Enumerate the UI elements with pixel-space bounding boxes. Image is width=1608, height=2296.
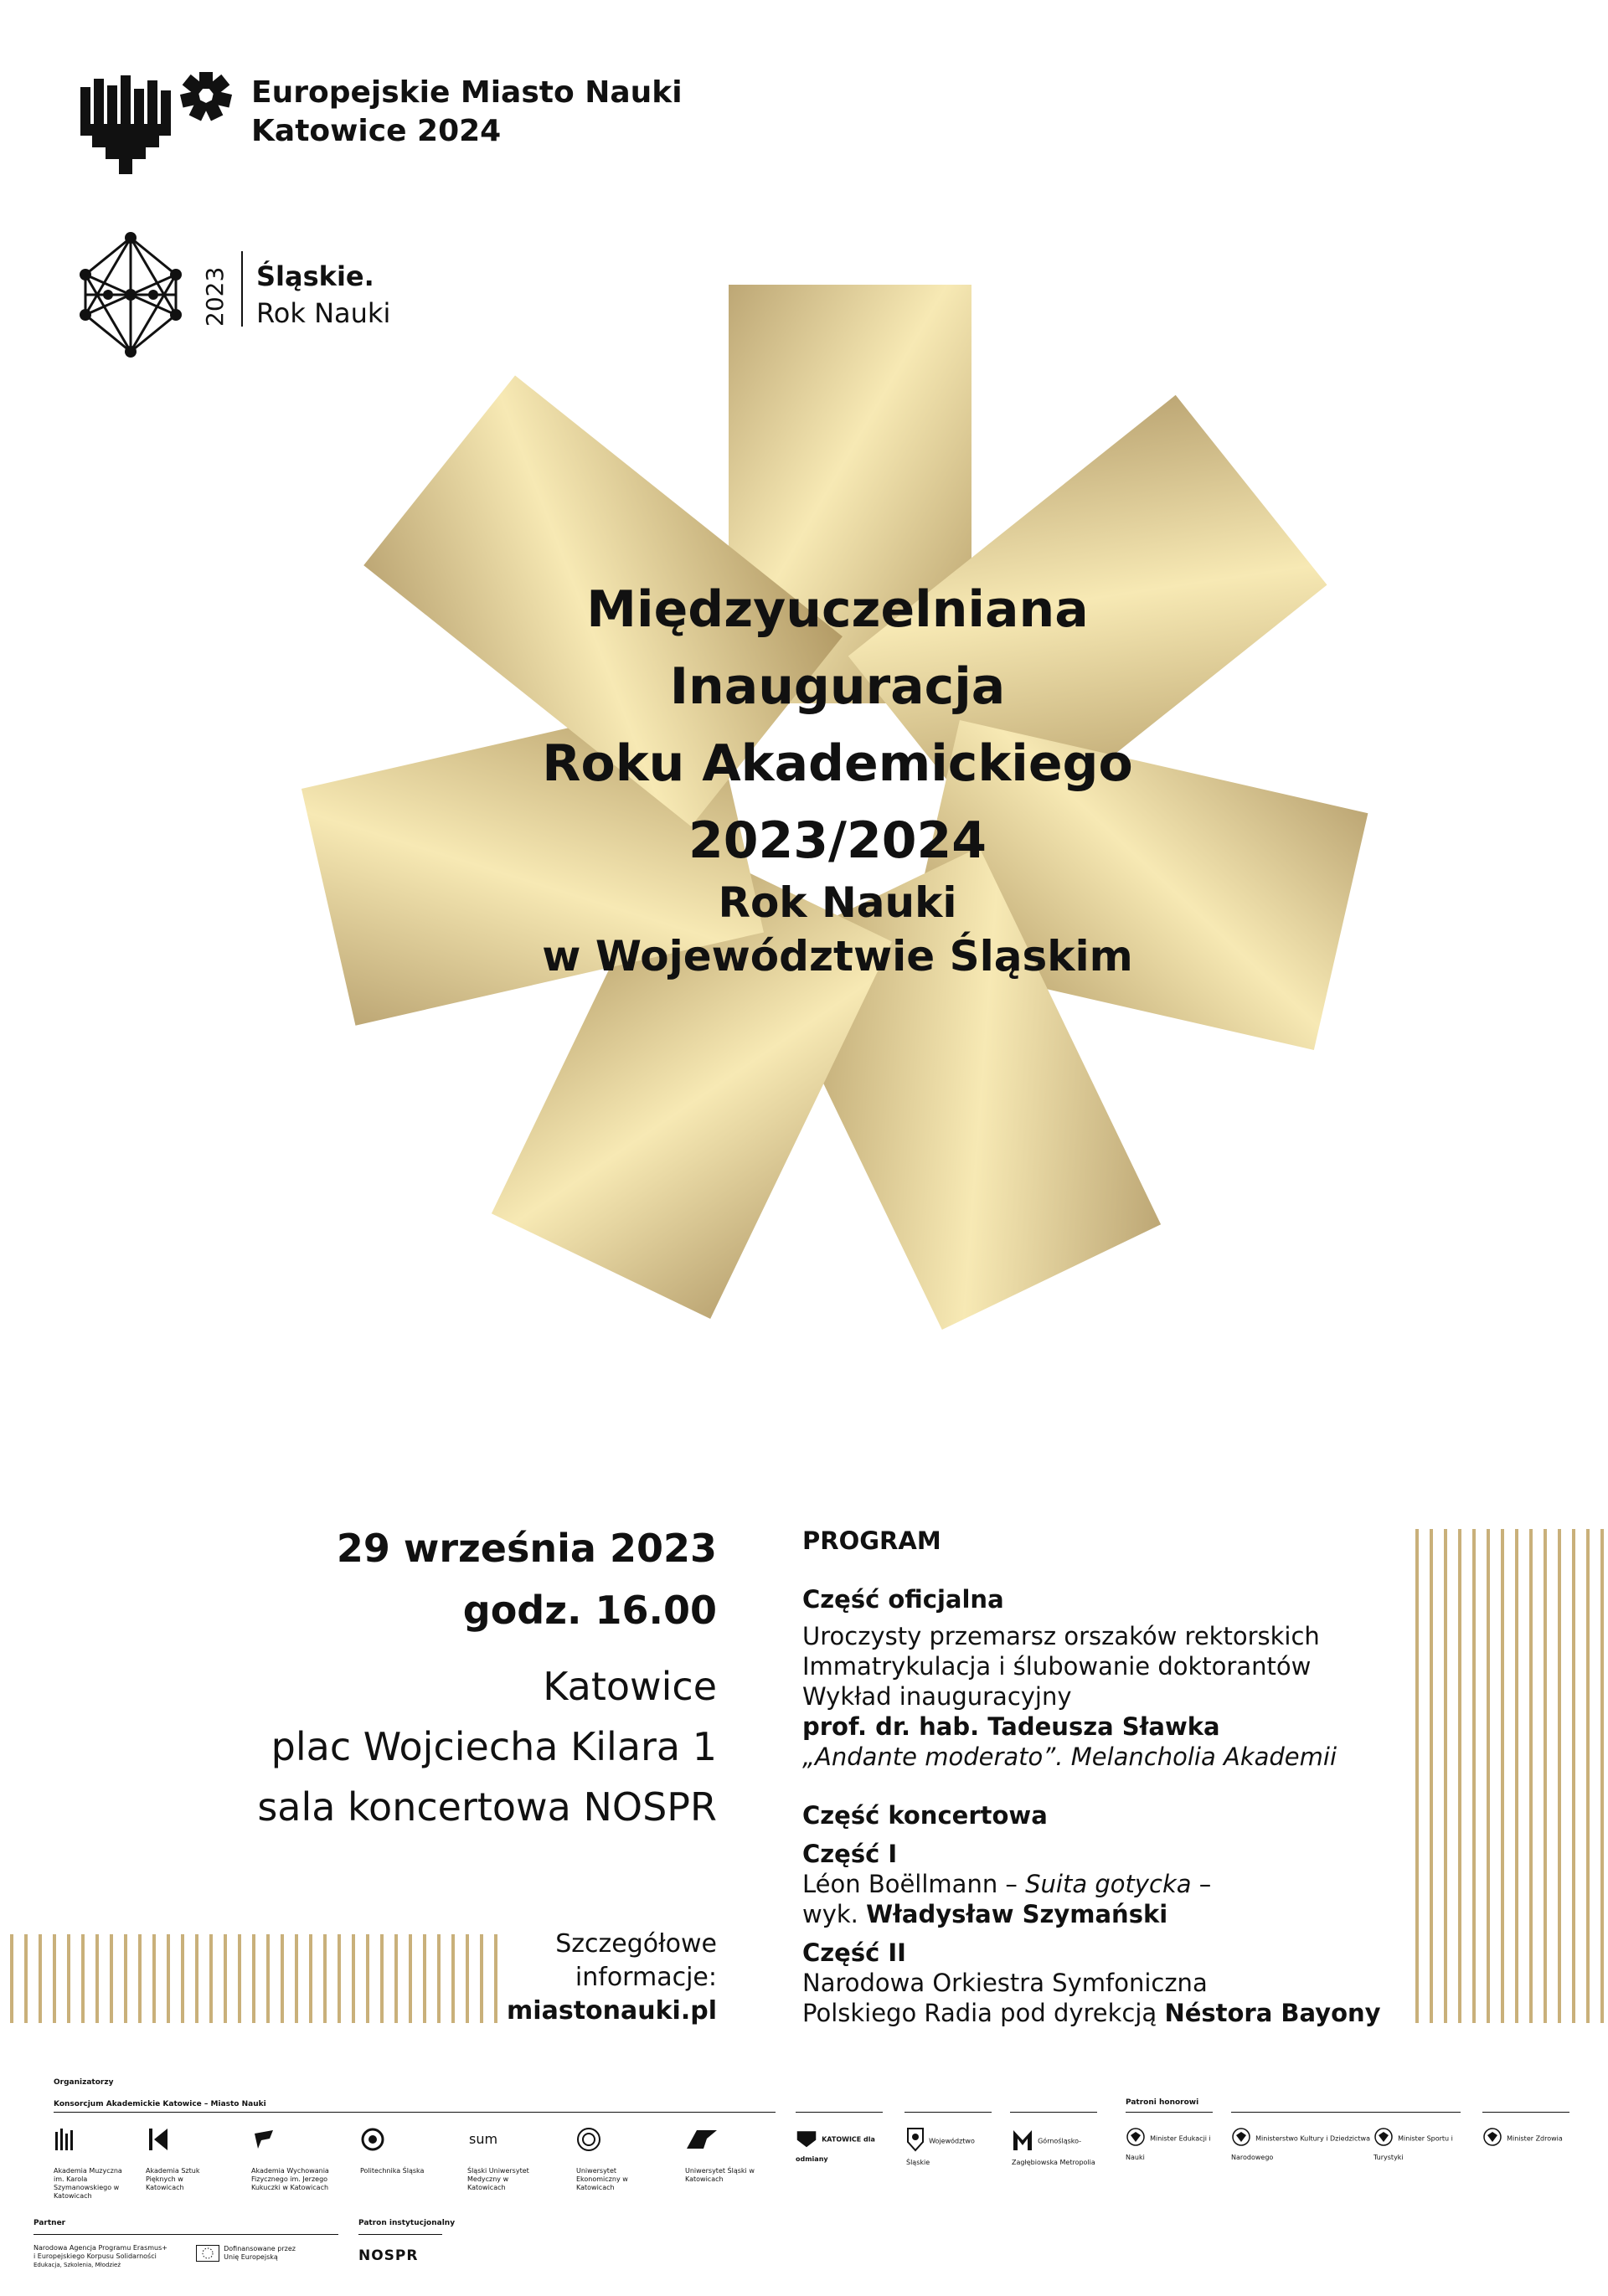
city-logo-voivodeship [906,2127,998,2168]
subtitle-line2: w Województwie Śląskim [542,932,1133,981]
universities-row [54,2127,807,2211]
uni-6 [576,2127,668,2192]
polsl-icon [360,2127,385,2152]
official-item-2: Immatrykulacja i ślubowanie doktorantów [802,1652,1312,1681]
patron-rule-4 [1482,2112,1569,2113]
patron-4 [1482,2127,1583,2147]
ems-heart-icon [77,72,236,178]
event-address: plac Wojciecha Kilara 1 [271,1724,717,1769]
us-icon [685,2127,719,2152]
part1-work: Suita gotycka [1025,1870,1192,1898]
uni-2-label: Akademia Sztuk Pięknych w Katowicach [146,2167,200,2191]
erasmus-agency [34,2244,193,2269]
uni-7-label: Uniwersytet Śląski w Katowicach [685,2167,755,2183]
voivodeship-label: Województwo Śląskie [906,2137,975,2166]
part2-prefix: Polskiego Radia pod dyrekcją [802,1999,1165,2027]
eu-text-2: Unię Europejską [224,2252,278,2261]
honorary-label: Patroni honorowi [1126,2098,1199,2107]
ue-icon [576,2127,601,2152]
uni-4 [360,2127,452,2175]
more-line2: informacje: [575,1963,717,1992]
city-rule-1 [796,2112,883,2113]
eagle-emblem-icon [1231,2127,1251,2147]
uni-1-label: Akademia Muzyczna im. Karola Szymanowskiego w Katowicach [54,2167,122,2200]
metropolis-m-icon [1012,2127,1033,2152]
official-section-title: Część oficjalna [802,1585,1004,1614]
part1-title: Część I [802,1840,898,1868]
uni-3-label: Akademia Wychowania Fizycznego im. Jerzego Kukuczki w Katowicach [251,2167,329,2191]
katowice-label: KATOWICE dla odmiany [796,2135,875,2163]
partner-rule [34,2234,338,2235]
eagle-emblem-icon [1482,2127,1502,2147]
event-title [469,571,1206,879]
event-when [337,1517,717,1641]
uni-5-label: Śląski Uniwersytet Medyczny w Katowicach [467,2167,529,2191]
rok-nauki-logo [79,231,183,362]
event-time: godz. 16.00 [462,1588,717,1633]
nospr-logo: NOSPR [358,2247,419,2264]
patron-4-label: Minister Zdrowia [1507,2134,1563,2143]
uni-5 [467,2127,559,2192]
part1-dash: – [1191,1870,1212,1898]
partner-text-3: Edukacja, Szkolenia, Młodzież [34,2262,121,2268]
title-line4: 2023/2024 [688,811,987,870]
title-line1: Międzyuczelniana [586,580,1089,639]
part1-performer: Władysław Szymański [866,1900,1168,1928]
ems-line1: Europejskie Miasto Nauki [251,75,683,110]
event-date: 29 września 2023 [336,1526,717,1571]
institutional-rule [358,2234,442,2235]
part2-title: Część II [802,1938,906,1967]
stripes-left [10,1934,526,2023]
consortium-label: Konsorcjum Akademickie Katowice – Miasto Nauki [54,2100,266,2108]
uni-3 [251,2127,343,2192]
consortium-rule [54,2112,776,2113]
info-link[interactable]: miastonauki.pl [507,1996,717,2026]
rok-divider [241,251,243,327]
patron-rule-1 [1126,2112,1213,2113]
partner-text-2: i Europejskiego Korpusu Solidarności [34,2252,157,2260]
metropolis-label: Górnośląsko-Zagłębiowska Metropolia [1012,2137,1095,2166]
eagle-emblem-icon [1374,2127,1394,2147]
program [802,1526,1405,2028]
event-where [257,1656,717,1837]
patron-3-label: Minister Sportu i Turystyki [1374,2134,1453,2161]
uni-7 [685,2127,786,2184]
svg-text:sum: sum [469,2131,498,2147]
event-subtitle [469,876,1206,983]
patron-rule-2 [1231,2112,1374,2113]
official-item-1: Uroczysty przemarsz orszaków rektorskich [802,1622,1320,1650]
official-item-3: Wykład inauguracyjny [802,1682,1072,1711]
part2-conductor: Néstora Bayony [1164,1999,1381,2027]
asp-icon [146,2127,171,2152]
organizers-label: Organizatorzy [54,2078,114,2087]
event-city: Katowice [543,1664,717,1709]
partner-text-1: Narodowa Agencja Programu Erasmus+ [34,2244,168,2252]
ems-logo-text [251,74,683,151]
eu-text-1: Dofinansowane przez [224,2244,296,2252]
uni-1 [54,2127,146,2201]
uni-4-label: Politechnika Śląska [360,2167,425,2175]
part1-line2 [802,1899,1405,1929]
city-logo-katowice [796,2127,888,2165]
uni-6-label: Uniwersytet Ekonomiczny w Katowicach [576,2167,628,2191]
network-diamond-icon [79,231,183,358]
patron-2 [1231,2127,1374,2163]
part1-line1 [802,1869,1405,1899]
partner-label: Partner [34,2219,66,2227]
sum-icon [467,2127,518,2152]
eu-funding [196,2244,338,2262]
lecturer: prof. dr. hab. Tadeusza Sławka [802,1712,1220,1741]
city-logo-metropolis [1012,2127,1104,2168]
patron-3 [1374,2127,1479,2163]
uni-2 [146,2127,238,2192]
part2-line2 [802,1998,1405,2028]
institutional-label: Patron instytucjonalny [358,2219,456,2227]
city-rule-3 [1010,2112,1097,2113]
rok-line2: Rok Nauki [256,297,391,329]
patron-1 [1126,2127,1226,2163]
event-venue: sala koncertowa NOSPR [257,1784,717,1830]
part2-line1: Narodowa Orkiestra Symfoniczna [802,1969,1208,1997]
patron-1-label: Minister Edukacji i Nauki [1126,2134,1211,2161]
katowice-heart-icon [796,2127,817,2149]
eu-flag-icon [196,2245,219,2262]
patron-2-label: Ministerstwo Kultury i Dziedzictwa Narodowego [1231,2134,1370,2161]
city-rule-2 [904,2112,992,2113]
concert-section-title: Część koncertowa [802,1801,1048,1830]
subtitle-line1: Rok Nauki [718,878,957,927]
eagle-emblem-icon [1126,2127,1146,2147]
ems-line2: Katowice 2024 [251,114,502,148]
program-heading: PROGRAM [802,1526,941,1555]
title-line2: Inauguracja [669,657,1006,716]
awf-icon [251,2127,276,2152]
eagle-shield-icon [906,2127,925,2152]
lecture-title: „Andante moderato”. Melancholia Akademii [802,1743,1337,1771]
rok-year: 2023 [201,266,229,327]
title-line3: Roku Akademickiego [542,734,1133,793]
part1-composer: Léon Boëllmann – [802,1870,1026,1898]
more-info [498,1928,717,2028]
rok-line1: Śląskie. [256,260,374,292]
more-line1: Szczegółowe [555,1929,717,1959]
music-academy-icon [54,2127,79,2152]
ems-logo [77,72,236,181]
part1-perf-prefix: wyk. [802,1900,867,1928]
patron-rule-3 [1374,2112,1461,2113]
stripes-right [1415,1529,1608,2023]
